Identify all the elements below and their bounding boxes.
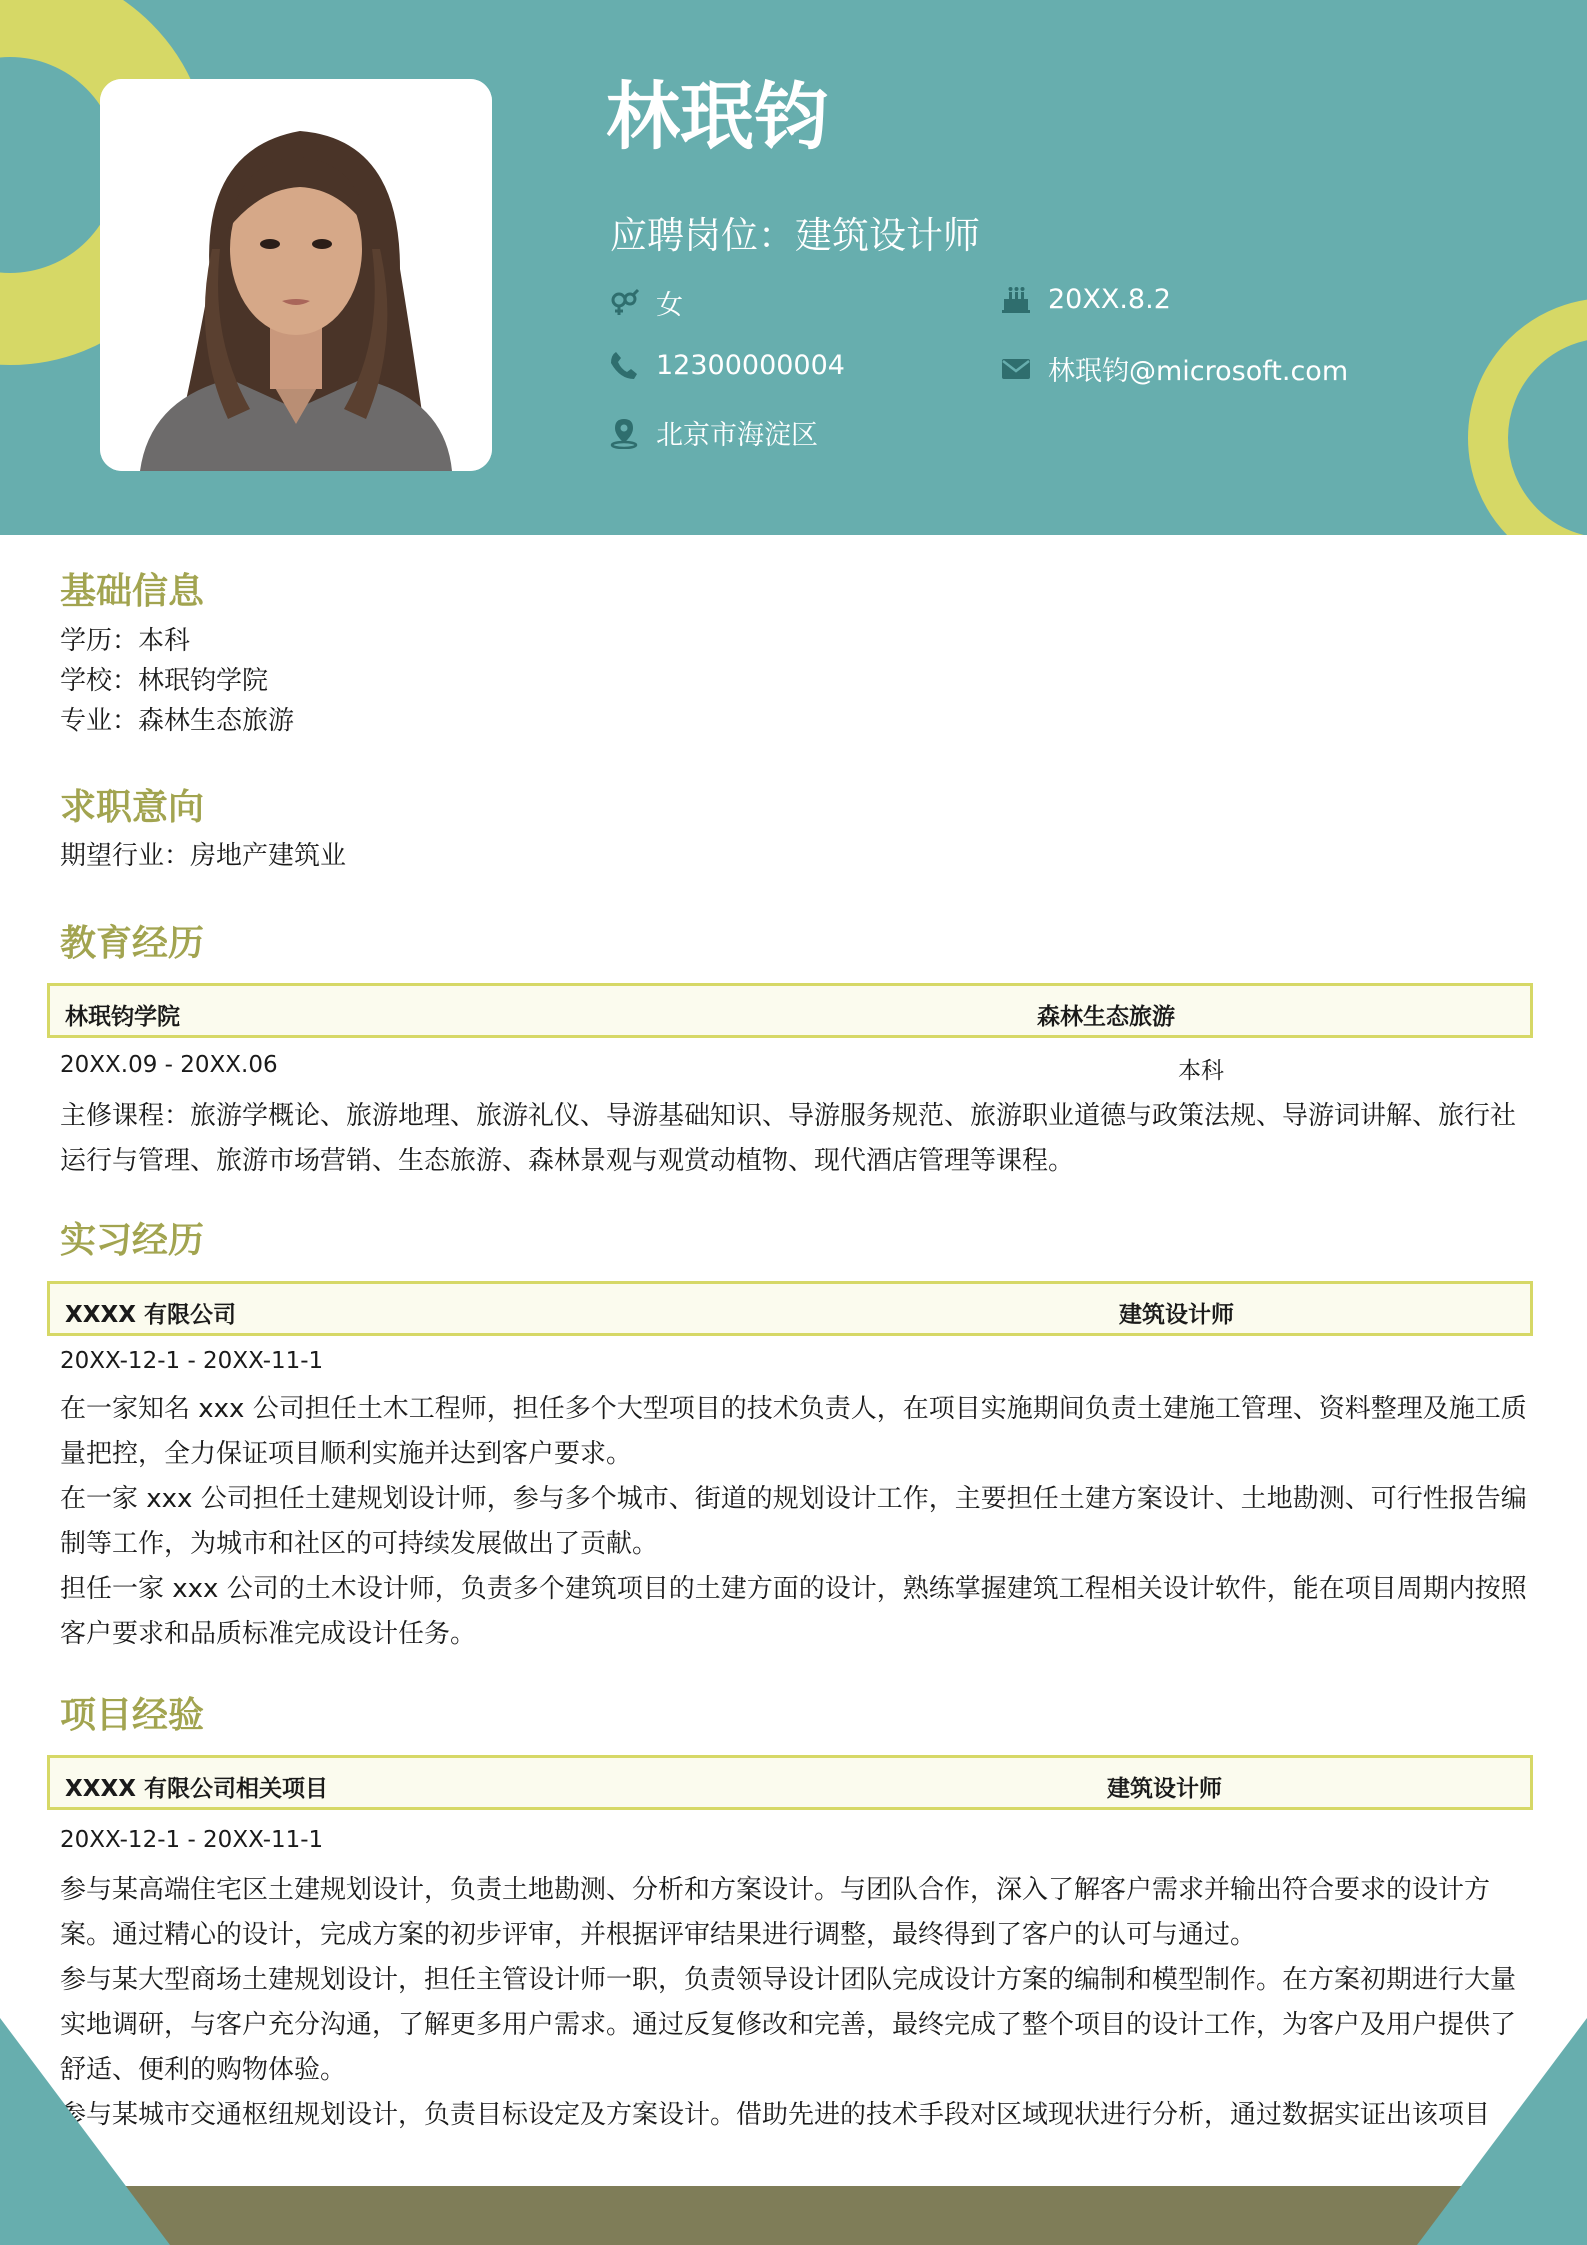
education-school: 林珉钧学院	[65, 1004, 180, 1030]
project-item: 参与某高端住宅区土建规划设计，负责土地勘测、分析和方案设计。与团队合作，深入了解客户需求并输出符合要求的设计方案。通过精心的设计，完成方案的初步评审，并根据评审结果进行调整，最终得到了客户的认可与通过。	[60, 1875, 1491, 1950]
internship-item: 担任一家 xxx 公司的土木设计师，负责多个建筑项目的土建方面的设计，熟练掌握建筑工程相关设计软件，能在项目周期内按照客户要求和品质标准完成设计任务。	[60, 1574, 1527, 1649]
project-header-bar	[47, 1755, 1533, 1810]
major-name: 专业：森林生态旅游	[60, 706, 295, 736]
section-title-basic: 基础信息	[60, 571, 205, 612]
gender-icon	[608, 287, 640, 319]
gender-info	[608, 283, 683, 322]
project-item: 参与某大型商场土建规划设计，担任主管设计师一职，负责领导设计团队完成设计方案的编制和模型制作。在方案初期进行大量实地调研，与客户充分沟通，了解更多用户需求。通过反复修改和完善，最终完成了整个项目的设计工作，为客户及用户提供了舒适、便利的购物体验。	[60, 1965, 1517, 2085]
internship-header-bar	[47, 1281, 1533, 1336]
internship-company: XXXX 有限公司	[65, 1302, 236, 1328]
internship-period: 20XX-12-1 - 20XX-11-1	[60, 1348, 324, 1374]
gender-text: 女	[656, 290, 683, 321]
profile-photo	[100, 79, 492, 471]
email-text: 林珉钧@microsoft.com	[1048, 356, 1349, 387]
education-major: 森林生态旅游	[1037, 1004, 1175, 1030]
location-text: 北京市海淀区	[656, 420, 818, 451]
location-icon	[608, 417, 640, 449]
education-level: 学历：本科	[60, 626, 191, 656]
project-period: 20XX-12-1 - 20XX-11-1	[60, 1827, 324, 1853]
expected-industry: 期望行业：房地产建筑业	[60, 841, 347, 871]
education-period: 20XX.09 - 20XX.06	[60, 1052, 278, 1078]
birthday-info	[1000, 283, 1171, 315]
section-title-intent: 求职意向	[60, 787, 205, 828]
project-item: 参与某城市交通枢纽规划设计，负责目标设定及方案设计。借助先进的技术手段对区域现状进行分析，通过数据实证出该项目	[60, 2100, 1491, 2130]
internship-description	[60, 1387, 1530, 1657]
decorative-ring-right	[1468, 298, 1587, 535]
project-role: 建筑设计师	[1107, 1776, 1222, 1802]
internship-role: 建筑设计师	[1119, 1302, 1234, 1328]
project-description	[60, 1868, 1530, 2138]
education-degree: 本科	[1178, 1058, 1224, 1084]
candidate-name: 林珉钧	[606, 74, 828, 160]
decorative-triangle-left	[0, 2018, 170, 2245]
portrait-image	[100, 79, 492, 471]
internship-item: 在一家 xxx 公司担任土建规划设计师，参与多个城市、街道的规划设计工作，主要担任土建方案设计、土地勘测、可行性报告编制等工作，为城市和社区的可持续发展做出了贡献。	[60, 1484, 1527, 1559]
school-name: 学校：林珉钧学院	[60, 666, 269, 696]
phone-text: 12300000004	[656, 349, 845, 381]
birthday-text: 20XX.8.2	[1048, 283, 1171, 315]
phone-info	[608, 349, 845, 381]
applied-position: 应聘岗位：建筑设计师	[610, 214, 980, 257]
project-company: XXXX 有限公司相关项目	[65, 1776, 328, 1802]
phone-icon	[608, 349, 640, 381]
cake-icon	[1000, 283, 1032, 315]
email-info	[1000, 349, 1348, 388]
internship-item: 在一家知名 xxx 公司担任土木工程师，担任多个大型项目的技术负责人，在项目实施期间负责土建施工管理、资料整理及施工质量把控，全力保证项目顺利实施并达到客户要求。	[60, 1394, 1527, 1469]
decorative-triangle-right	[1417, 2018, 1587, 2245]
location-info	[608, 413, 818, 452]
course-list: 主修课程：旅游学概论、旅游地理、旅游礼仪、导游基础知识、导游服务规范、旅游职业道德与政策法规、导游词讲解、旅行社运行与管理、旅游市场营销、生态旅游、森林景观与观赏动植物、现代酒店管理等课程。	[60, 1101, 1517, 1176]
education-header-bar	[47, 983, 1533, 1038]
header-banner	[0, 0, 1587, 535]
section-title-internship: 实习经历	[60, 1220, 205, 1261]
section-title-education: 教育经历	[60, 923, 205, 964]
mail-icon	[1000, 353, 1032, 385]
footer-band	[0, 2186, 1587, 2245]
section-title-project: 项目经验	[60, 1695, 205, 1736]
education-description	[60, 1094, 1530, 1184]
